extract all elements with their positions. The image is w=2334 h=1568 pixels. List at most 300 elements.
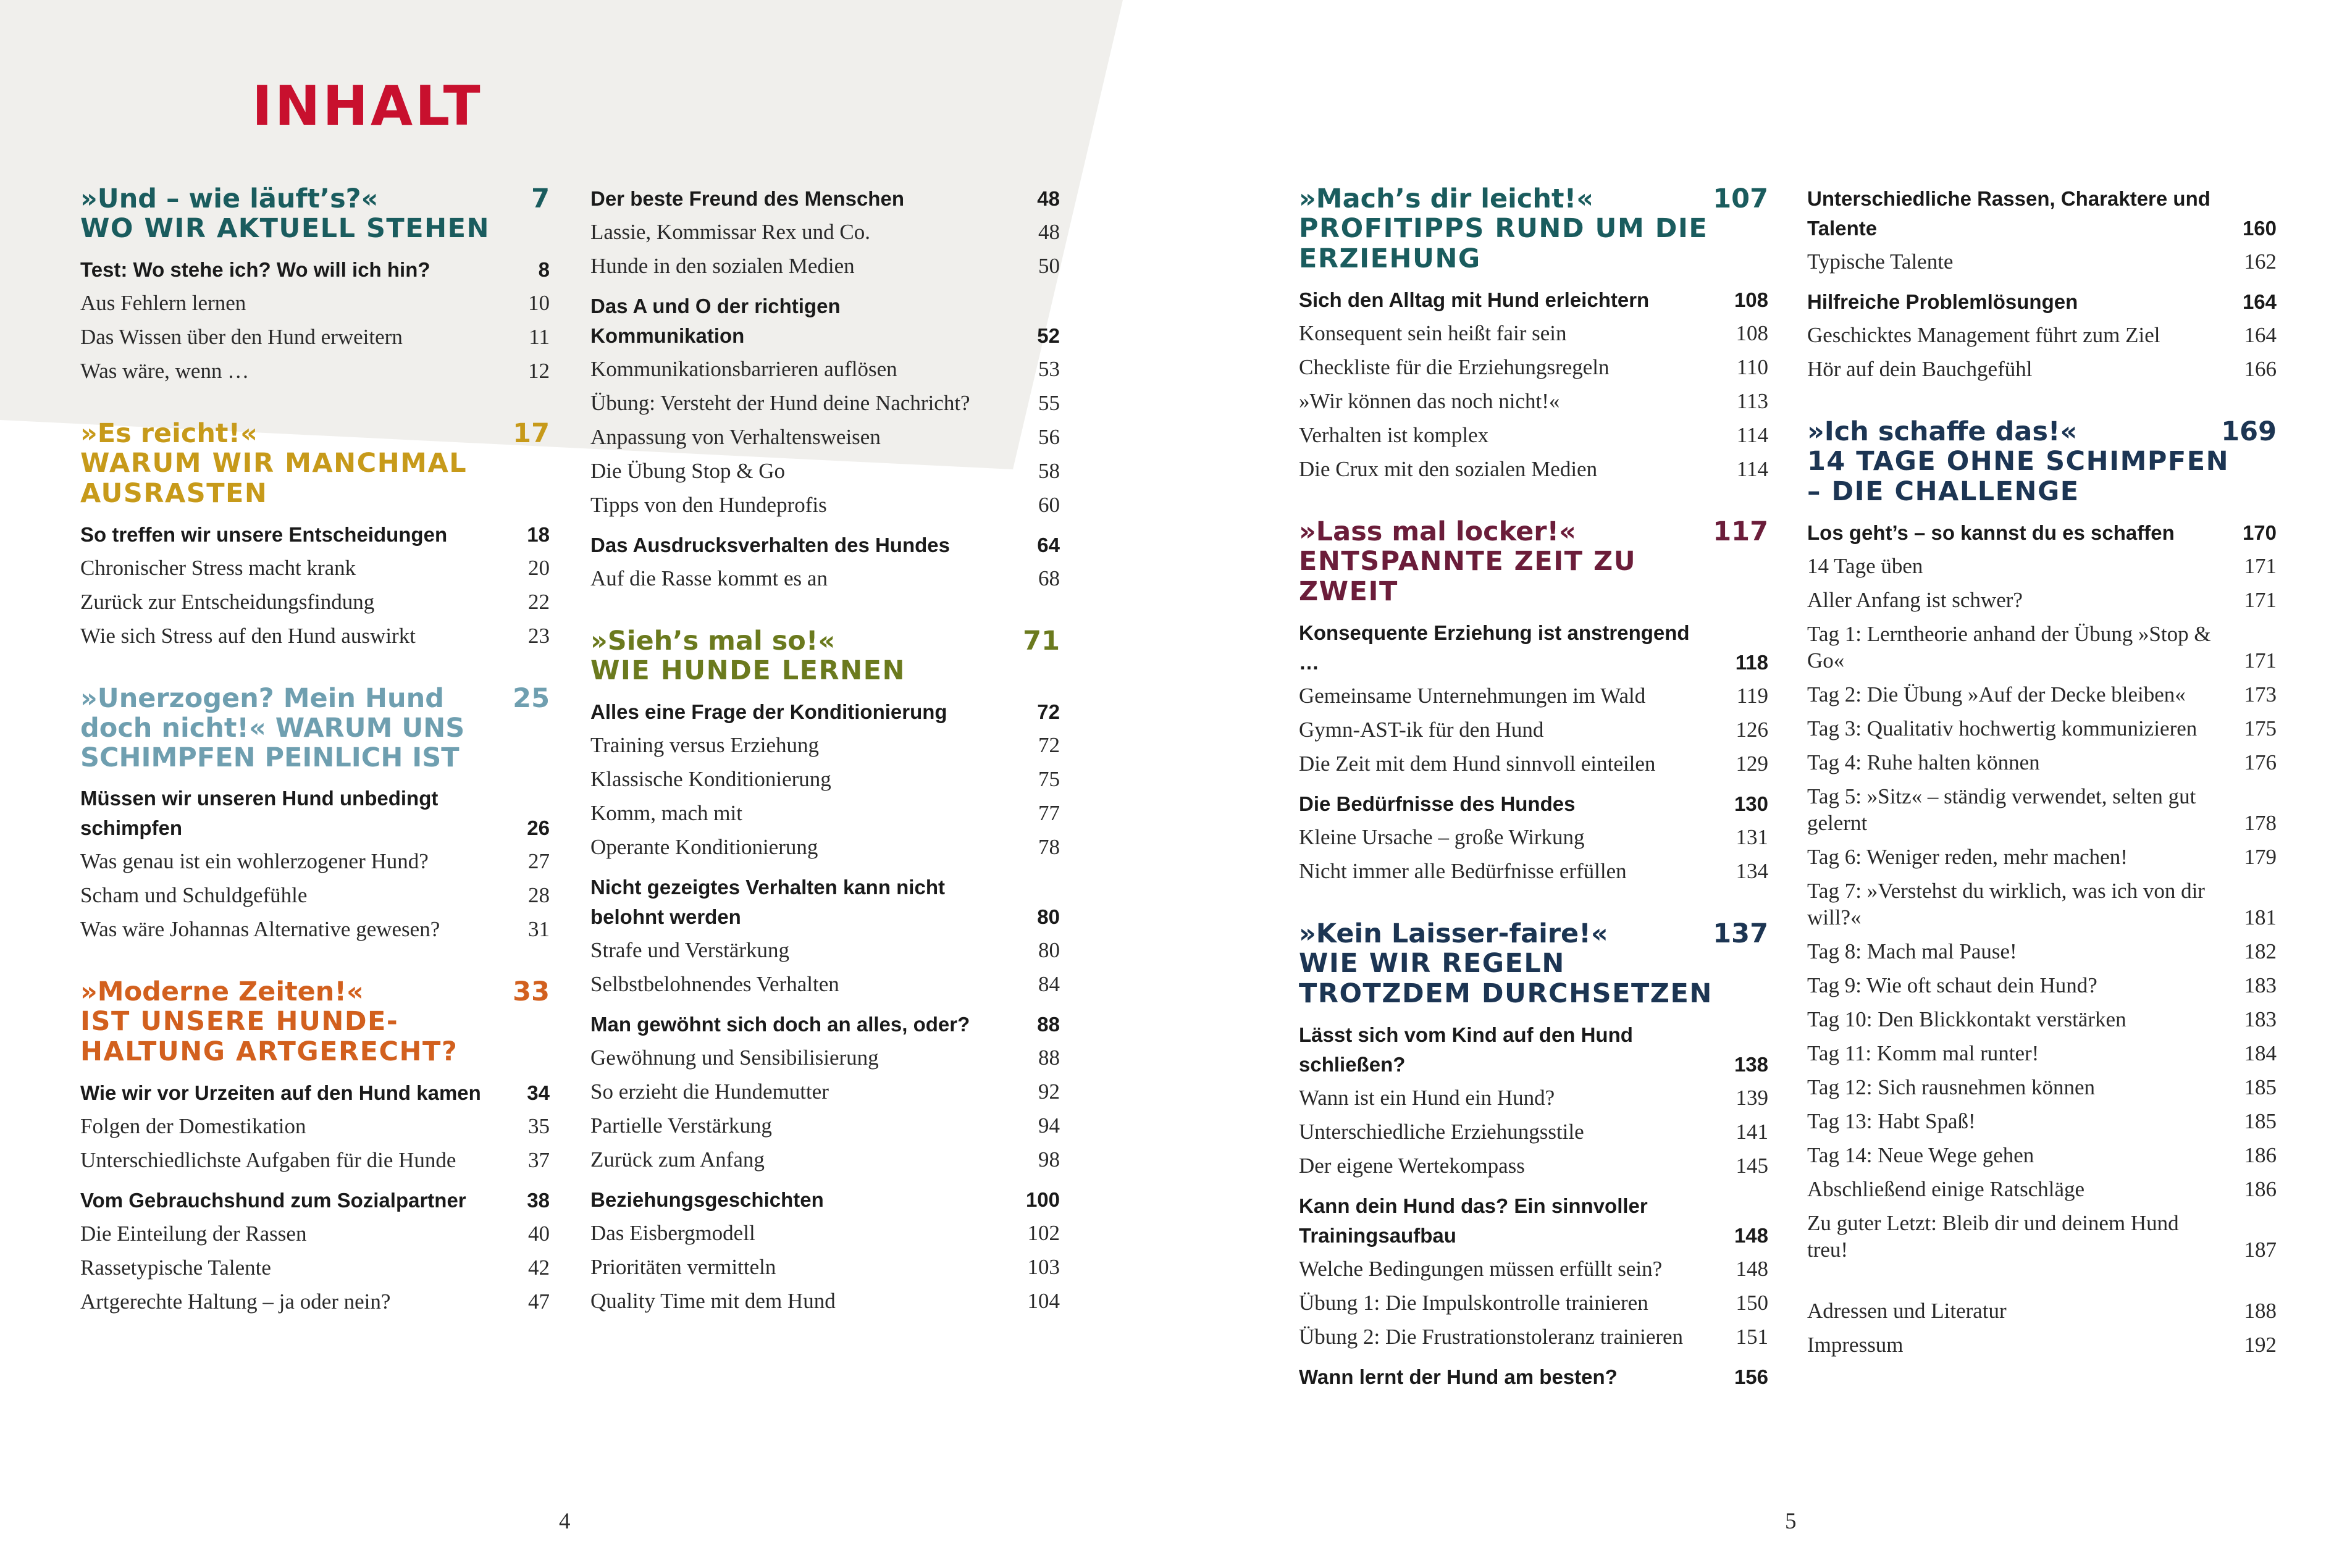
toc-entry[interactable]: [1807, 1210, 2277, 1263]
toc-entry[interactable]: [590, 732, 1060, 758]
entry-page: 131: [1736, 825, 1768, 849]
entry-title: Tag 8: Mach mal Pause!: [1807, 939, 2017, 963]
entry-page: 179: [2244, 845, 2277, 869]
entry-title: Aller Anfang ist schwer?: [1807, 588, 2023, 612]
toc-entry[interactable]: [1299, 1289, 1768, 1316]
section-heading: WO WIR AKTUELL STEHEN: [80, 213, 490, 244]
entry-title: Der eigene Wertekompass: [1299, 1154, 1525, 1178]
entry-title: Nicht immer alle Bedürfnisse erfüllen: [1299, 859, 1627, 883]
entry-page: 183: [2244, 973, 2277, 997]
toc-entry[interactable]: [1299, 1323, 1768, 1350]
subchapter-page: 8: [538, 258, 550, 281]
entry-page: 60: [1038, 493, 1060, 517]
subchapter-row[interactable]: [1299, 285, 1768, 315]
section-heading: WIE HUNDE LERNEN: [590, 655, 905, 686]
toc-entry[interactable]: [1299, 388, 1768, 414]
entry-page: 150: [1736, 1291, 1768, 1315]
entry-title: Was wäre, wenn …: [80, 359, 250, 383]
entry-title: Tipps von den Hundeprofis: [590, 493, 827, 517]
subchapter-page: 118: [1735, 651, 1768, 674]
toc-entry[interactable]: [590, 937, 1060, 963]
entry-page: 28: [528, 883, 550, 907]
section-heading: WIE WIR REGELN TROTZDEM DURCHSETZEN: [1299, 948, 1713, 1009]
entry-page: 175: [2244, 716, 2277, 740]
subchapter-title: Wie wir vor Urzeiten auf den Hund kamen: [80, 1081, 481, 1104]
entry-page: 31: [528, 917, 550, 941]
subchapter-page: 100: [1025, 1188, 1060, 1211]
subchapter-row[interactable]: [1807, 287, 2277, 317]
toc-entry[interactable]: [1299, 1118, 1768, 1145]
entry-title: Das Eisbergmodell: [590, 1221, 755, 1245]
entry-page: 75: [1038, 767, 1060, 791]
section-page-number: 7: [531, 183, 550, 214]
entry-page: 129: [1736, 752, 1768, 776]
entry-page: 20: [528, 556, 550, 580]
entry-page: 114: [1736, 457, 1768, 481]
entry-page: 186: [2244, 1143, 2277, 1167]
subchapter-page: 48: [1037, 187, 1060, 210]
subchapter-row[interactable]: [590, 184, 1060, 214]
entry-title: Lassie, Kommissar Rex und Co.: [590, 220, 871, 244]
entry-page: 184: [2244, 1041, 2277, 1065]
toc-entry[interactable]: [1807, 248, 2277, 275]
toc-entry[interactable]: [590, 1254, 1060, 1280]
entry-title: Komm, mach mit: [590, 801, 742, 825]
entry-page: 50: [1038, 254, 1060, 278]
entry-title: Unterschiedliche Erziehungsstile: [1299, 1120, 1584, 1144]
entry-title: Operante Konditionierung: [590, 835, 818, 859]
entry-title: Gewöhnung und Sensibilisierung: [590, 1046, 879, 1070]
toc-entry[interactable]: [590, 253, 1060, 279]
toc-entry[interactable]: [1299, 422, 1768, 448]
toc-entry[interactable]: [1807, 322, 2277, 348]
toc-section: [1807, 417, 2277, 1263]
section-heading: WARUM WIR MANCHMAL AUSRASTEN: [80, 448, 468, 509]
toc-entry[interactable]: [1807, 1298, 2277, 1324]
section-page-number: 117: [1713, 516, 1768, 547]
toc-entry[interactable]: [590, 458, 1060, 484]
entry-title: Tag 14: Neue Wege gehen: [1807, 1143, 2034, 1167]
section-kicker: »Kein Laisser-faire!«: [1299, 918, 1608, 949]
subchapter-title: Los geht’s – so kannst du es schaffen: [1807, 521, 2175, 544]
subchapter-title: Wann lernt der Hund am besten?: [1299, 1365, 1618, 1388]
subchapter-page: 34: [527, 1081, 550, 1104]
entry-title: Abschließend einige Ratschläge: [1807, 1177, 2085, 1201]
toc-group: [590, 530, 1060, 592]
entry-page: 40: [528, 1222, 550, 1246]
toc-group: [590, 697, 1060, 860]
toc-entry[interactable]: [1807, 749, 2277, 776]
subchapter-page: 26: [527, 816, 550, 839]
folio-left: 4: [559, 1509, 571, 1534]
entry-page: 113: [1736, 389, 1768, 413]
entry-title: Chronischer Stress macht krank: [80, 556, 356, 580]
entry-page: 22: [528, 590, 550, 614]
toc-entry[interactable]: [1807, 1176, 2277, 1202]
entry-title: Training versus Erziehung: [590, 733, 820, 757]
toc-section: [1807, 184, 2277, 382]
entry-title: So erzieht die Hundemutter: [590, 1080, 829, 1104]
subchapter-title: Die Bedürfnisse des Hundes: [1299, 792, 1576, 815]
toc-entry[interactable]: [1807, 621, 2277, 674]
entry-title: Unterschiedlichste Aufgaben für die Hunde: [80, 1148, 456, 1172]
entry-title: Impressum: [1807, 1333, 1904, 1357]
subchapter-row[interactable]: [590, 697, 1060, 727]
subchapter-title: Alles eine Frage der Konditionierung: [590, 700, 947, 723]
subchapter-row[interactable]: [1807, 184, 2277, 243]
subchapter-row[interactable]: [80, 255, 550, 285]
toc-entry[interactable]: [1299, 858, 1768, 884]
section-kicker: »Unerzogen? Mein Hund doch nicht!« WARUM UNS SCHIMPFEN PEINLICH IST: [80, 683, 465, 773]
subchapter-row[interactable]: [590, 1185, 1060, 1215]
toc-entry[interactable]: [1299, 682, 1768, 709]
toc-group: [1299, 618, 1768, 777]
entry-page: 173: [2244, 682, 2277, 706]
toc-entry[interactable]: [1807, 938, 2277, 965]
entry-page: 183: [2244, 1007, 2277, 1031]
entry-page: 188: [2244, 1299, 2277, 1323]
page-title: INHALT: [252, 74, 483, 138]
toc-group: [80, 520, 550, 649]
toc-section: [1299, 919, 1768, 1392]
entry-title: Typische Talente: [1807, 249, 1954, 274]
toc-entry[interactable]: [1807, 587, 2277, 613]
subchapter-page: 156: [1734, 1365, 1768, 1388]
subchapter-page: 138: [1734, 1053, 1768, 1076]
section-page-number: 25: [513, 683, 550, 714]
entry-page: 55: [1038, 391, 1060, 415]
section-header[interactable]: [1299, 517, 1768, 607]
toc-entry[interactable]: [590, 766, 1060, 792]
toc-entry[interactable]: [590, 492, 1060, 518]
entry-page: 84: [1038, 972, 1060, 996]
toc-group: [1807, 1298, 2277, 1358]
toc-entry[interactable]: [1299, 824, 1768, 850]
entry-title: Checkliste für die Erziehungsregeln: [1299, 355, 1610, 379]
toc-entry[interactable]: [80, 848, 550, 874]
toc-entry[interactable]: [590, 1044, 1060, 1071]
entry-page: 56: [1038, 425, 1060, 449]
toc-entry[interactable]: [80, 623, 550, 649]
subchapter-title: Der beste Freund des Menschen: [590, 187, 904, 210]
subchapter-row[interactable]: [80, 784, 550, 843]
toc-entry[interactable]: [590, 1146, 1060, 1173]
entry-page: 72: [1038, 733, 1060, 757]
toc-entry[interactable]: [80, 1220, 550, 1247]
toc-entry[interactable]: [1299, 750, 1768, 777]
subchapter-title: Sich den Alltag mit Hund erleichtern: [1299, 288, 1650, 311]
subchapter-title: So treffen wir unsere Entscheidungen: [80, 523, 448, 546]
toc-entry[interactable]: [590, 1078, 1060, 1105]
toc-section: [80, 977, 550, 1315]
subchapter-page: 108: [1734, 288, 1768, 311]
entry-page: 47: [528, 1289, 550, 1314]
entry-page: 35: [528, 1114, 550, 1138]
entry-page: 12: [528, 359, 550, 383]
entry-title: Übung 1: Die Impulskontrolle trainieren: [1299, 1291, 1648, 1315]
subchapter-title: Beziehungsgeschichten: [590, 1188, 824, 1211]
subchapter-row[interactable]: [1807, 518, 2277, 548]
entry-page: 80: [1038, 938, 1060, 962]
toc-group: [590, 1185, 1060, 1314]
toc-entry[interactable]: [1807, 1108, 2277, 1134]
toc-entry[interactable]: [1807, 1142, 2277, 1168]
toc-entry[interactable]: [1299, 354, 1768, 380]
toc-entry[interactable]: [1807, 681, 2277, 708]
entry-title: Was genau ist ein wohlerzogener Hund?: [80, 849, 429, 873]
toc-entry[interactable]: [1807, 1040, 2277, 1067]
section-page-number: 169: [2221, 416, 2277, 447]
entry-page: 110: [1736, 355, 1768, 379]
section-page-number: 71: [1023, 626, 1060, 656]
toc-entry[interactable]: [80, 324, 550, 350]
toc-entry[interactable]: [80, 290, 550, 316]
entry-page: 166: [2244, 357, 2277, 381]
entry-title: Tag 6: Weniger reden, mehr machen!: [1807, 845, 2128, 869]
toc-entry[interactable]: [1807, 972, 2277, 999]
toc-entry[interactable]: [80, 555, 550, 581]
entry-page: 178: [2244, 811, 2277, 835]
subchapter-row[interactable]: [1299, 1362, 1768, 1392]
toc-entry[interactable]: [1807, 553, 2277, 579]
toc-section: [1807, 1298, 2277, 1358]
toc-entry[interactable]: [80, 358, 550, 384]
toc-entry[interactable]: [590, 424, 1060, 450]
subchapter-row[interactable]: [1299, 1020, 1768, 1080]
entry-title: Selbstbelohnendes Verhalten: [590, 972, 839, 996]
section-kicker: »Moderne Zeiten!«: [80, 976, 364, 1007]
entry-title: 14 Tage üben: [1807, 554, 1923, 578]
entry-title: Strafe und Verstärkung: [590, 938, 790, 962]
entry-title: Übung: Versteht der Hund deine Nachricht?: [590, 391, 970, 415]
toc-group: [1299, 1191, 1768, 1350]
entry-title: Tag 7: »Verstehst du wirklich, was ich von dir will?«: [1807, 879, 2205, 929]
toc-section: [80, 684, 550, 942]
subchapter-page: 52: [1037, 324, 1060, 347]
subchapter-page: 72: [1037, 700, 1060, 723]
entry-page: 103: [1027, 1255, 1060, 1279]
entry-page: 185: [2244, 1109, 2277, 1133]
subchapter-page: 148: [1734, 1224, 1768, 1247]
subchapter-row[interactable]: [80, 1078, 550, 1108]
toc-group: [80, 1078, 550, 1173]
section-kicker: »Ich schaffe das!«: [1807, 416, 2078, 447]
section-page-number: 33: [513, 976, 550, 1007]
toc-group: [1807, 518, 2277, 1263]
toc-entry[interactable]: [590, 1112, 1060, 1139]
toc-group: [590, 184, 1060, 279]
section-header[interactable]: [80, 419, 550, 509]
subchapter-title: Unterschiedliche Rassen, Charaktere und Talente: [1807, 187, 2210, 240]
entry-title: Wie sich Stress auf den Hund auswirkt: [80, 624, 416, 648]
toc-entry[interactable]: [1299, 716, 1768, 743]
toc-entry[interactable]: [590, 1220, 1060, 1246]
subchapter-page: 18: [527, 523, 550, 546]
section-page-number: 137: [1713, 918, 1768, 949]
entry-page: 10: [528, 291, 550, 315]
toc-group: [1299, 1362, 1768, 1392]
entry-title: Geschicktes Management führt zum Ziel: [1807, 323, 2160, 347]
section-header[interactable]: [80, 184, 550, 244]
section-header[interactable]: [1299, 184, 1768, 274]
entry-title: Tag 2: Die Übung »Auf der Decke bleiben«: [1807, 682, 2186, 706]
section-header[interactable]: [590, 626, 1060, 686]
subchapter-page: 164: [2242, 290, 2277, 313]
entry-page: 92: [1038, 1080, 1060, 1104]
toc-entry[interactable]: [590, 1288, 1060, 1314]
toc-section: [80, 419, 550, 649]
toc-entry[interactable]: [1807, 844, 2277, 870]
toc-entry[interactable]: [1807, 783, 2277, 836]
entry-title: Kleine Ursache – große Wirkung: [1299, 825, 1585, 849]
subchapter-row[interactable]: [1299, 789, 1768, 819]
toc-group: [1299, 789, 1768, 884]
subchapter-row[interactable]: [80, 520, 550, 550]
section-header[interactable]: [1299, 919, 1768, 1009]
toc-entry[interactable]: [80, 589, 550, 615]
entry-title: Was wäre Johannas Alternative gewesen?: [80, 917, 440, 941]
entry-title: Kommunikationsbarrieren auflösen: [590, 357, 897, 381]
toc-column-3: [1299, 184, 1768, 1427]
toc-entry[interactable]: [80, 1113, 550, 1139]
subchapter-title: Hilfreiche Problemlösungen: [1807, 290, 2078, 313]
entry-title: Hunde in den sozialen Medien: [590, 254, 855, 278]
toc-entry[interactable]: [1299, 456, 1768, 482]
toc-entry[interactable]: [1299, 1084, 1768, 1111]
entry-title: Gymn-AST-ik für den Hund: [1299, 718, 1544, 742]
entry-title: Tag 9: Wie oft schaut dein Hund?: [1807, 973, 2097, 997]
subchapter-row[interactable]: [590, 873, 1060, 932]
toc-entry[interactable]: [590, 219, 1060, 245]
toc-entry[interactable]: [80, 1254, 550, 1281]
subchapter-row[interactable]: [80, 1186, 550, 1215]
toc-section: [590, 184, 1060, 592]
entry-page: 78: [1038, 835, 1060, 859]
entry-page: 185: [2244, 1075, 2277, 1099]
toc-section: [1299, 517, 1768, 884]
entry-title: Tag 10: Den Blickkontakt verstärken: [1807, 1007, 2126, 1031]
entry-page: 42: [528, 1256, 550, 1280]
toc-entry[interactable]: [80, 882, 550, 908]
toc-entry[interactable]: [1299, 320, 1768, 346]
subchapter-page: 160: [2242, 217, 2277, 240]
subchapter-row[interactable]: [590, 1010, 1060, 1039]
entry-title: Gemeinsame Unternehmungen im Wald: [1299, 684, 1646, 708]
entry-page: 139: [1736, 1086, 1768, 1110]
section-kicker: »Es reicht!«: [80, 418, 258, 449]
subchapter-title: Das A und O der richtigen Kommunikation: [590, 295, 841, 347]
toc-entry[interactable]: [1807, 715, 2277, 742]
toc-entry[interactable]: [1807, 1331, 2277, 1358]
entry-title: Klassische Konditionierung: [590, 767, 831, 791]
entry-page: 27: [528, 849, 550, 873]
subchapter-title: Test: Wo stehe ich? Wo will ich hin?: [80, 258, 430, 281]
entry-title: Adressen und Literatur: [1807, 1299, 2007, 1323]
entry-page: 48: [1038, 220, 1060, 244]
subchapter-title: Lässt sich vom Kind auf den Hund schließen?: [1299, 1023, 1633, 1076]
toc-entry[interactable]: [590, 800, 1060, 826]
subchapter-page: 38: [527, 1189, 550, 1212]
entry-page: 119: [1736, 684, 1768, 708]
toc-section: [80, 184, 550, 384]
subchapter-page: 64: [1037, 534, 1060, 556]
section-kicker: »Lass mal locker!«: [1299, 516, 1576, 547]
section-kicker: »Sieh’s mal so!«: [590, 626, 836, 656]
toc-entry[interactable]: [590, 971, 1060, 997]
toc-group: [80, 1186, 550, 1315]
section-header[interactable]: [1807, 417, 2277, 507]
entry-page: 102: [1027, 1221, 1060, 1245]
subchapter-page: 80: [1037, 905, 1060, 928]
toc-entry[interactable]: [1807, 1074, 2277, 1101]
section-page-number: 17: [513, 418, 550, 449]
toc-entry[interactable]: [1807, 878, 2277, 931]
toc-entry[interactable]: [590, 390, 1060, 416]
entry-page: 151: [1736, 1325, 1768, 1349]
toc-column-2: [590, 184, 1060, 1349]
toc-entry[interactable]: [80, 1288, 550, 1315]
toc-entry[interactable]: [1299, 1152, 1768, 1179]
subchapter-page: 88: [1037, 1013, 1060, 1036]
section-header[interactable]: [80, 684, 550, 773]
entry-title: Übung 2: Die Frustrationstoleranz trainieren: [1299, 1325, 1684, 1349]
entry-title: Anpassung von Verhaltensweisen: [590, 425, 881, 449]
toc-entry[interactable]: [1299, 1256, 1768, 1282]
toc-group: [80, 784, 550, 942]
toc-column-4: [1807, 184, 2277, 1393]
entry-page: 171: [2244, 554, 2277, 578]
subchapter-title: Kann dein Hund das? Ein sinnvoller Trainingsaufbau: [1299, 1194, 1648, 1247]
entry-title: Die Crux mit den sozialen Medien: [1299, 457, 1598, 481]
entry-title: Tag 1: Lerntheorie anhand der Übung »Stop & Go«: [1807, 622, 2211, 673]
subchapter-page: 170: [2242, 521, 2277, 544]
toc-entry[interactable]: [1807, 356, 2277, 382]
entry-page: 53: [1038, 357, 1060, 381]
subchapter-title: Konsequente Erziehung ist anstrengend …: [1299, 621, 1690, 674]
toc-group: [1807, 184, 2277, 275]
entry-title: Aus Fehlern lernen: [80, 291, 246, 315]
entry-title: Verhalten ist komplex: [1299, 423, 1489, 447]
entry-title: Auf die Rasse kommt es an: [590, 566, 828, 590]
entry-title: Tag 11: Komm mal runter!: [1807, 1041, 2039, 1065]
subchapter-row[interactable]: [1299, 1191, 1768, 1251]
entry-title: Rassetypische Talente: [80, 1256, 271, 1280]
entry-page: 162: [2244, 249, 2277, 274]
subchapter-title: Das Ausdrucksverhalten des Hundes: [590, 534, 950, 556]
entry-title: Folgen der Domestikation: [80, 1114, 306, 1138]
toc-group: [1807, 287, 2277, 382]
toc-column-1: [80, 184, 550, 1349]
entry-page: 104: [1027, 1289, 1060, 1313]
toc-entry[interactable]: [80, 916, 550, 942]
toc-entry[interactable]: [1807, 1006, 2277, 1033]
entry-page: 11: [529, 325, 550, 349]
toc-entry[interactable]: [590, 356, 1060, 382]
subchapter-row[interactable]: [1299, 618, 1768, 677]
entry-title: Scham und Schuldgefühle: [80, 883, 308, 907]
entry-page: 114: [1736, 423, 1768, 447]
section-header[interactable]: [80, 977, 550, 1067]
toc-entry[interactable]: [590, 834, 1060, 860]
subchapter-row[interactable]: [590, 530, 1060, 560]
subchapter-title: Vom Gebrauchshund zum Sozialpartner: [80, 1189, 466, 1212]
toc-entry[interactable]: [590, 565, 1060, 592]
toc-entry[interactable]: [80, 1147, 550, 1173]
entry-title: Prioritäten vermitteln: [590, 1255, 776, 1279]
section-heading: ENTSPANNTE ZEIT ZU ZWEIT: [1299, 546, 1637, 607]
subchapter-row[interactable]: [590, 291, 1060, 351]
entry-title: Tag 5: »Sitz« – ständig verwendet, selten gut gelernt: [1807, 784, 2196, 835]
